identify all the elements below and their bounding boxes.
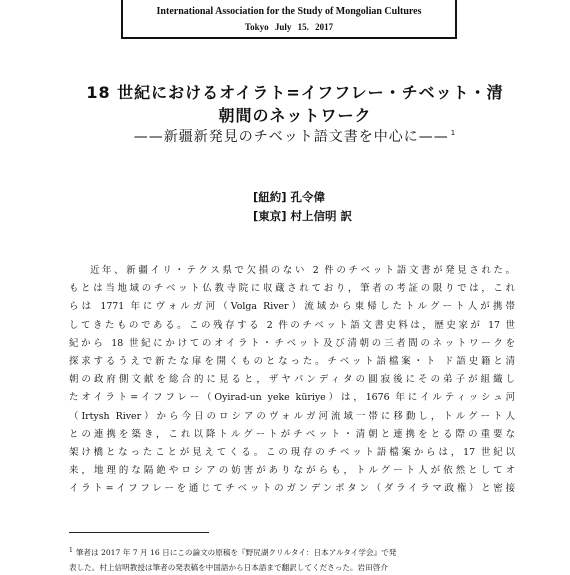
footnote <box>69 543 515 575</box>
organization-name: International Association for the Study of Mongolian Cultures <box>156 6 422 17</box>
body-line: （Irtysh River）から今日のロシアのヴォルガ河流域一帯に移動し，トルグート人 <box>69 410 515 422</box>
body-line: 架け橋となったことが見えてくる。この現存のチベット語檔案からは，17 世紀以 <box>69 447 515 459</box>
conference-header-box <box>121 0 457 39</box>
body-line: 来，地理的な隔絶やロシアの妨害がありながらも，トルグート人が依然としてオ <box>69 465 515 477</box>
footnote-divider <box>69 532 209 533</box>
body-paragraph <box>69 262 515 499</box>
footnote-line <box>69 543 515 560</box>
body-line: 探求するうえで新たな扉を開くものとなった。チベット語檔案・ト ド語史籍と清 <box>69 356 515 368</box>
body-line: 紀から 18 世紀にかけてのオイラト・チベット及び清朝の三者間のネットワークを <box>69 337 515 349</box>
footnote-number: 1 <box>69 547 73 554</box>
body-line: との連携を築き，これ以降トルグートがチベット・清朝と連携をとる際の重要な <box>69 428 515 440</box>
article-title-line-1: 18 世紀におけるオイラト=イフフレー・チベット・清 <box>86 83 504 102</box>
body-line: もとは当地域のチベット仏教寺院に収蔵されており，筆者の考証の限りでは，これ <box>69 283 515 295</box>
body-line: たオイラト=イフフレー（Oyirad-un yeke küriye）は，1676 年にイルティッシュ河 <box>69 392 515 404</box>
footnote-text: 筆者は 2017 年 7 月 16 日にこの論文の原稿を『野尻湖クリルタイ：日本アルタイ学会』で発 <box>75 548 397 557</box>
body-line: らは 1771 年にヴォルガ河（Volga River）流域から東帰したトルグート人が携帯 <box>69 301 515 313</box>
article-title-line-2: 朝間のネットワーク <box>218 106 372 125</box>
body-line: 朝の政府側文献を総合的に見ると，ザヤパンディタの圓寂後にその弟子が組織し <box>69 374 515 386</box>
body-line: 近年、新疆イリ・テクス県で欠損のない 2 件のチベット語文書が発見された。 <box>90 265 515 276</box>
footnote-marker: 1 <box>450 129 457 137</box>
subtitle-text: ——新疆新発見のチベット語文書を中心に—— <box>133 129 449 145</box>
body-line: イラト=イフフレーを通じてチベットのガンデンポタン（ダライラマ政権）と密接 <box>69 483 515 495</box>
body-line: してきたものである。この残存する 2 件のチベット語文書史料は，歴史家が 17 世 <box>69 319 515 331</box>
conference-date: Tokyo July 15. 2017 <box>244 22 334 32</box>
translator-credit: [東京] 村上信明 訳 <box>253 209 353 223</box>
article-subtitle <box>60 126 530 146</box>
author-credit: [紐約] 孔令偉 <box>253 190 326 204</box>
footnote-line: 表した。村上信明教授は筆者の発表稿を中国語から日本語まで翻訳してくださった。岩田啓介 <box>69 563 388 572</box>
